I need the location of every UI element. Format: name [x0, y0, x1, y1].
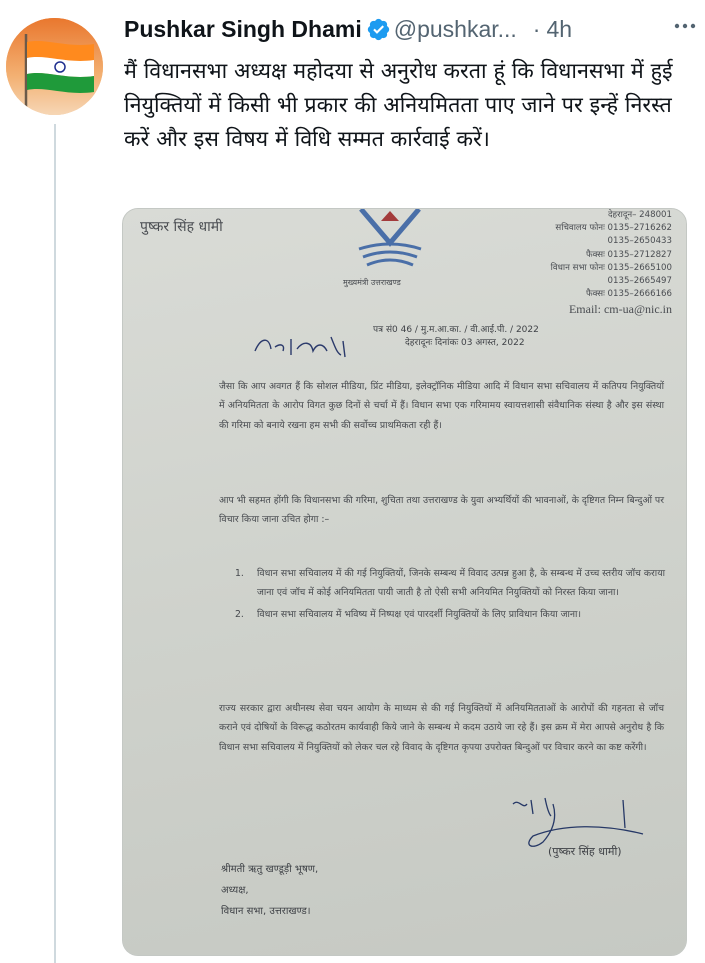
contact-line: 0135–2650433 [607, 236, 672, 247]
uttarakhand-emblem-icon [351, 209, 429, 271]
india-flag-icon [6, 18, 103, 115]
contact-email: Email: cm-ua@nic.in [568, 302, 672, 317]
letter-paragraph-2: आप भी सहमत होंगी कि विधानसभा की गरिमा, शुचिता तथा उत्तराखण्ड के युवा अभ्यर्थियों की भावनाओं, के दृष्टिगत निम्न बिन्दुओं पर विचार किया जाना उचित होगा :– [219, 495, 664, 526]
emblem-caption: मुख्यमंत्री उत्तराखण्ड [343, 278, 401, 287]
list-item [235, 564, 665, 603]
letter-addressee [221, 859, 318, 922]
letter-sender: पुष्कर सिंह धामी [140, 219, 223, 235]
letter-paragraph-1: जैसा कि आप अवगत हैं कि सोशल मीडिया, प्रिंट मीडिया, इलेक्ट्रॉनिक मीडिया आदि में विधान सभा सचिवालय में कतिपय नियुक्तियों में अनियमितता के आरोप विगत कुछ दिनों से चर्चा में हैं। विधान सभा एक गरिमामय स्वायत्तशासी संवैधानिक संस्था है और इस संस्था की गरिमा को बनाये रखना हम सभी की सर्वोच्च प्राथमिकता रही हैं। [219, 381, 664, 431]
list-item [235, 605, 665, 624]
addressee-line: विधान सभा, उत्तराखण्ड। [221, 906, 311, 917]
contact-line: सचिवालय फोनः 0135–2716262 [555, 223, 672, 234]
thread-line [54, 124, 56, 963]
list-item-number: 1. [235, 568, 244, 579]
author-handle[interactable]: @pushkar... [393, 16, 517, 42]
signatory-name: (पुष्कर सिंह धामी) [548, 845, 622, 858]
contact-line: विधान सभा फोनः 0135–2665100 [550, 262, 672, 273]
verified-badge-icon [366, 17, 391, 42]
letter-paper [123, 209, 686, 955]
reference-block [373, 324, 539, 350]
addressee-line: श्रीमती ऋतु खण्डूड़ी भूषण, [221, 864, 319, 875]
contact-line: देहरादून– 248001 [607, 210, 672, 220]
letter-paragraph-3: राज्य सरकार द्वारा अधीनस्थ सेवा चयन आयोग के माध्यम से की गई नियुक्तियों में अनियमितताओं के आरोपों की गहनता से जॉच कराने एवं दोषियों के विरूद्ध कठोरतम कार्यवाही किये जाने के सम्बन्ध मे कदम उठाये जा रहे हैं। इस क्रम में मेरा आपसे अनुरोध है कि विधान सभा सचिवालय में नियुक्तियों को लेकर चल रहे विवाद के दृष्टिगत कृपया उपरोक्त बिन्दुओं पर विचार करने का कष्ट करेंगी। [219, 703, 664, 753]
letter-date: देहरादूनः दिनांकः 03 अगस्त, 2022 [405, 338, 525, 348]
list-item-number: 2. [235, 608, 244, 620]
tweet-media-image[interactable] [122, 208, 687, 956]
tweet-text: मैं विधानसभा अध्यक्ष महोदया से अनुरोध करता हूं कि विधानसभा में हुई नियुक्तियों में किसी भी प्रकार की अनियमितता पाए जाने पर इन्हें निरस्त करें और इस विषय में विधि सम्मत कार्रवाई करें। [124, 59, 673, 152]
list-item-text: विधान सभा सचिवालय में की गई नियुक्तियों, जिनके सम्बन्ध में विवाद उत्पन्न हुआ है, के सम्बन्ध में उच्च स्तरीय जॉच कराया जाना एवं जॉच में कोई अनियमितता पायी जाती है तो ऐसी सभी अनियमित नियुक्तियों को निरस्त किया जाना। [257, 568, 665, 599]
letter-points-list [235, 564, 665, 624]
author-name[interactable]: Pushkar Singh Dhami [124, 16, 362, 42]
handwritten-salutation [251, 329, 371, 365]
list-item-text: विधान सभा सचिवालय में भविष्य में निष्पक्ष एवं पारदर्शी नियुक्तियों के लिए प्राविधान किया जाना। [257, 608, 581, 620]
addressee-line: अध्यक्ष, [221, 885, 249, 896]
reference-number: पत्र सं0 46 / मु.म.आ.का. / वी.आई.पी. / 2022 [373, 325, 539, 335]
timestamp[interactable]: 4h [546, 16, 573, 42]
separator-dot: · [532, 16, 541, 42]
tweet-header [124, 16, 684, 52]
contact-line: फैक्सः 0135–2666166 [586, 289, 672, 300]
letter-contacts [551, 209, 672, 317]
more-options-icon[interactable] [671, 12, 699, 40]
contact-line: 0135–2665497 [607, 276, 672, 287]
avatar[interactable] [6, 18, 103, 115]
contact-line: फैक्सः 0135–2712827 [586, 249, 672, 260]
